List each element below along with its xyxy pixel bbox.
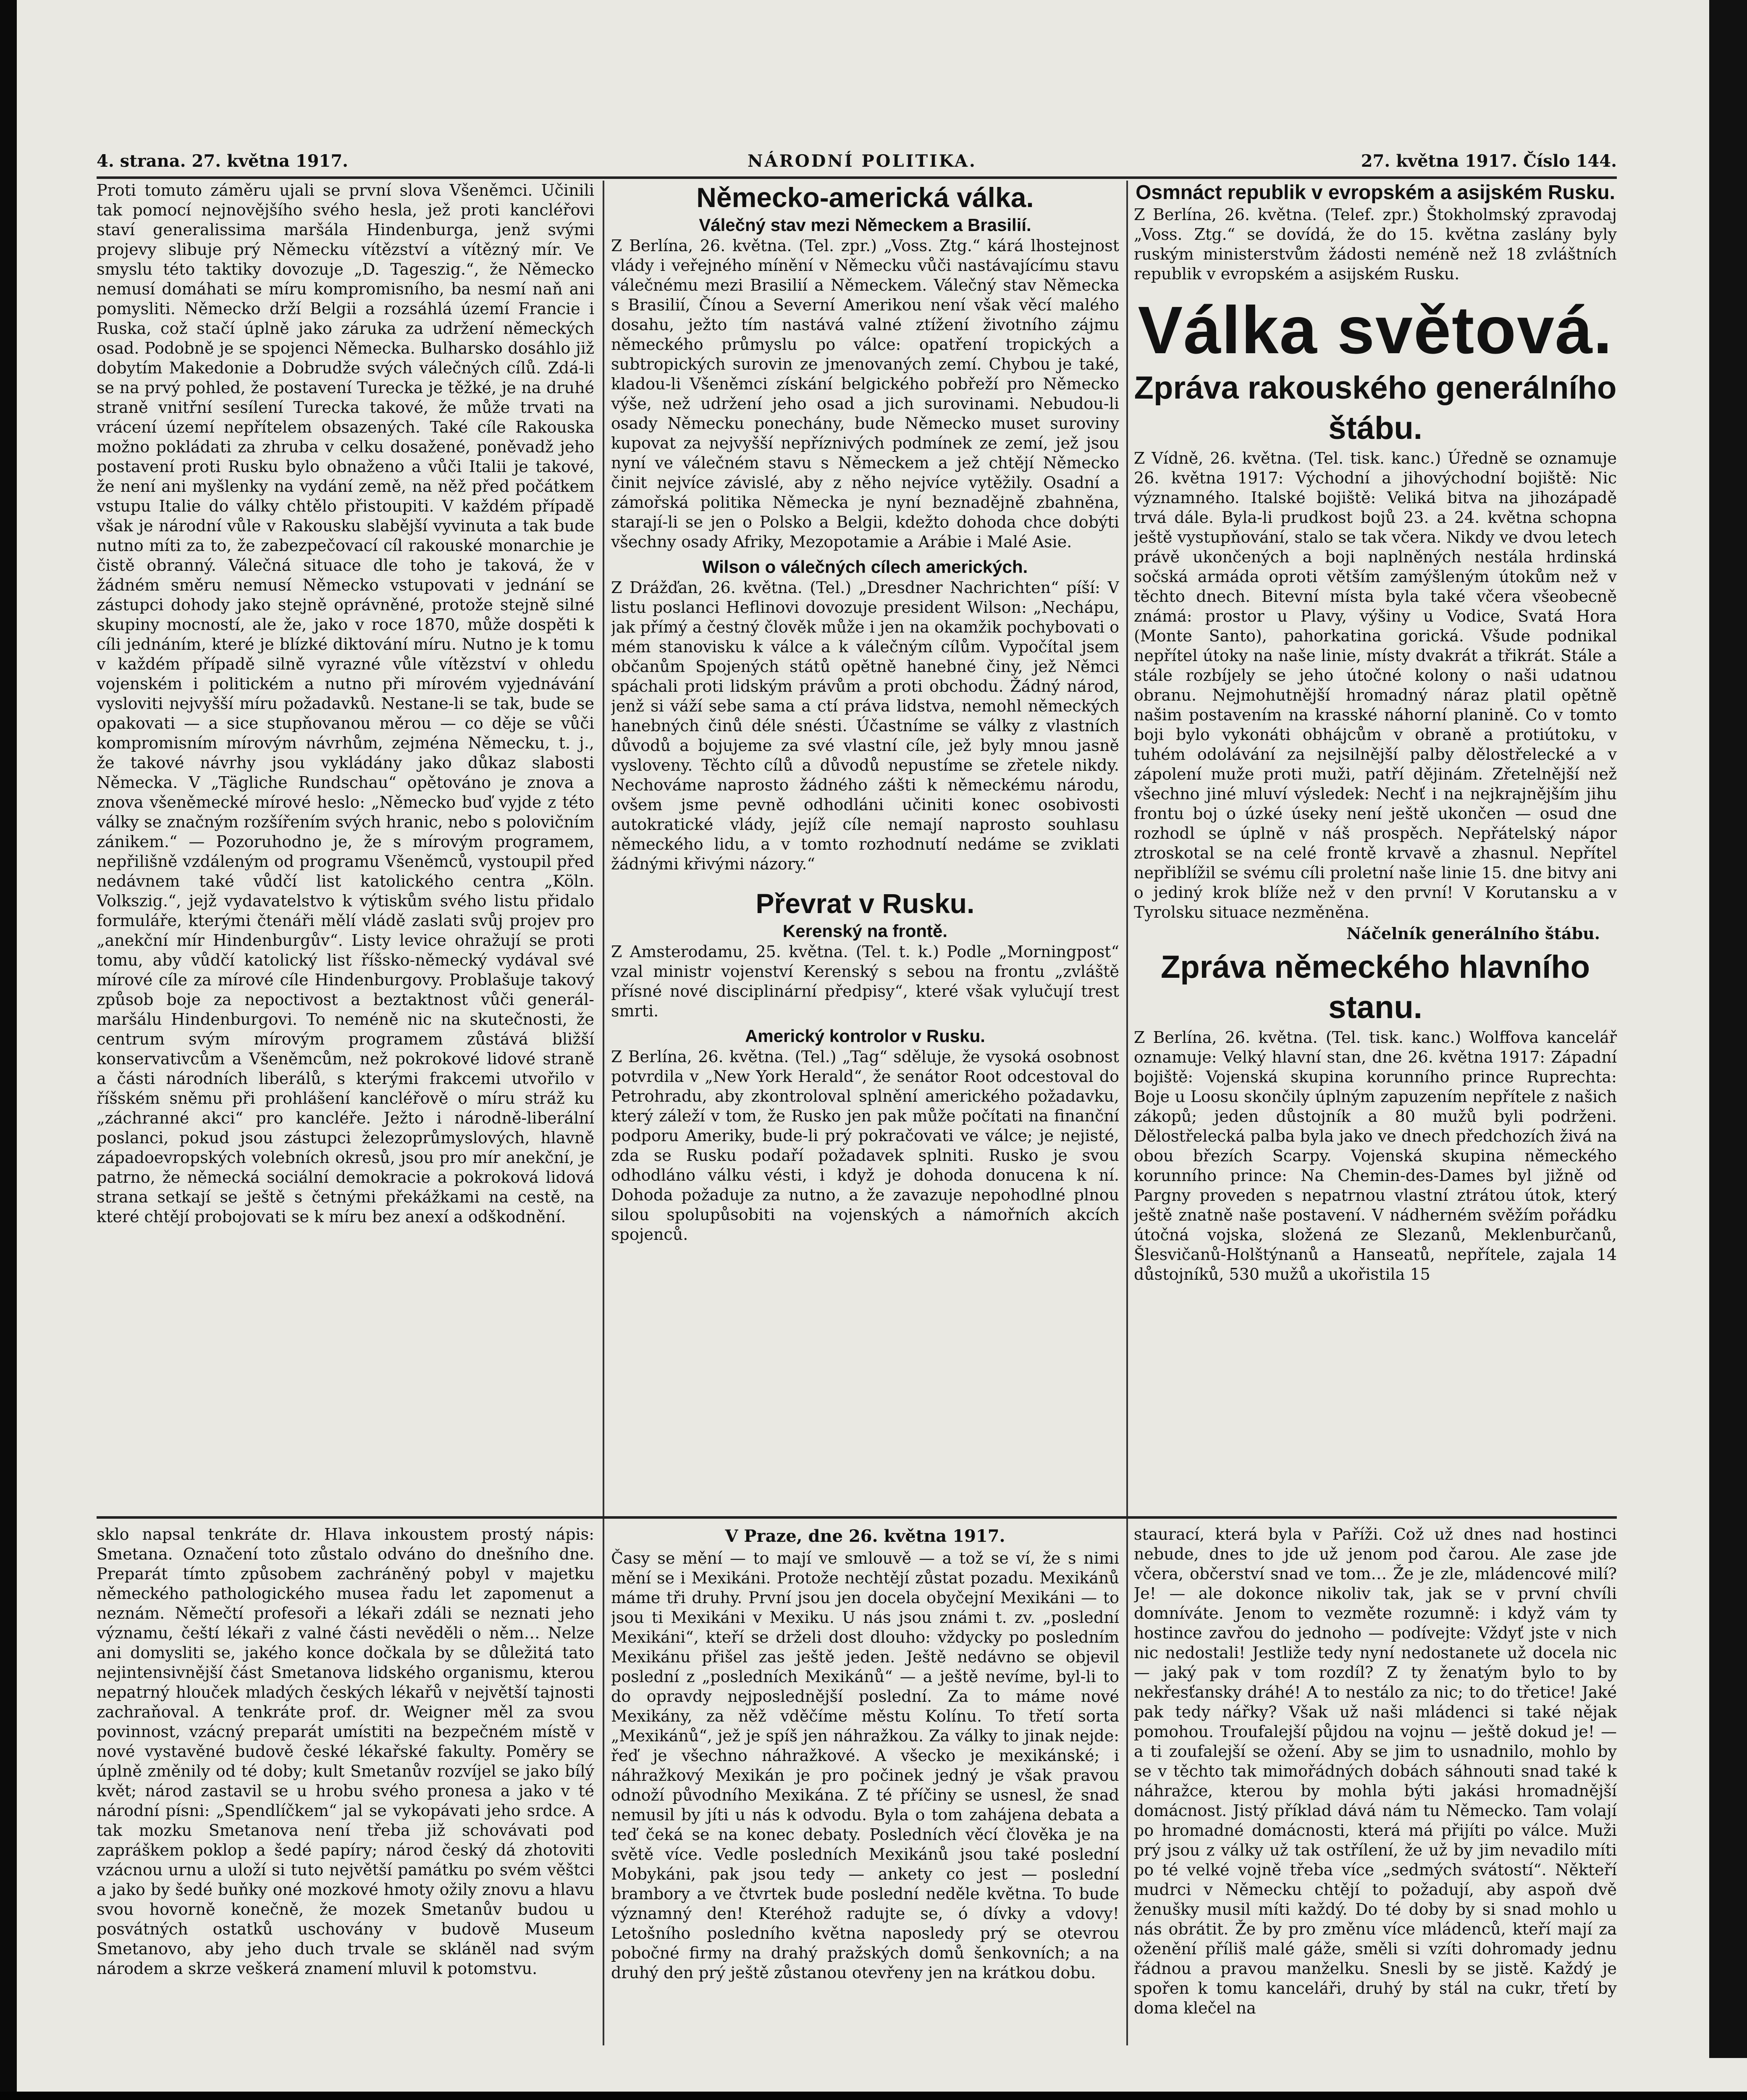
headline-austrian-staff-report: Zpráva rakouského generálního štábu. bbox=[1134, 370, 1617, 446]
article-wilson-text: Z Drážďan, 26. května. (Tel.) „Dresdner Nachrichten“ píší: V listu poslanci Heflinovi dovozuje president Wilson: „Nechápu, jak přímý a čestný člověk může i jen na okamžik pochybovati o mém stanovisku k válce a k válečným cílům. Vypočítal jsem občanům Spojených států opětně hanebné činy, jež Němci spáchali proti lidským právům a proti obchodu. Žádný národ, jenž si váží sebe sama a ctí práva lidstva, nemohl německých hanebných činů déle snésti. Účastníme se války z vlastních důvodů a bojujeme za své vlastní cíle, jež byly mnou jasně vysloveny. Těchto cílů a důvodů nepustíme se zřetele nikdy. Nechováme naprosto žádného zášti k německému národu, ovšem jsme pevně odhodláni učiniti konec osobivosti autokratické vlády, jejíž cíle nemají naprosto souhlasu německého lidu, a v tomto rozhodnutí nedáme se zviklati žádnými křivými názory.“ bbox=[611, 578, 1119, 873]
feuilleton-rule bbox=[97, 1516, 1617, 1519]
article-brazil-text: Z Berlína, 26. května. (Tel. zpr.) „Voss. Ztg.“ kárá lhostejnost vlády i veřejného mínění v Německu vůči nastávajícímu stavu válečnému mezi Brasilií a Německem. Válečný stav Německa s Brasilií, Čínou a Severní Amerikou není však věcí malého dosahu, ježto tím nastává valné ztížení životního zájmu německého průmyslu po válce: opatření tropických a subtropických surovin ze jmenovaných zemí. Chybou je také, kladou-li Všeněmci získání belgického pobřeží pro Německo výše, než udržení jeho osad a jich surovinami. Nebudou-li osady Německu ponechány, bude Německo muset suroviny kupovat za nejvyšší nepříznivých podmínek ze zemí, jež jsou nyní ve válečném stavu s Německem a jež chtějí Německo činit nejvíce závislé, aby z něho nejvíce vytěžily. Osadní a zámořská politika Německa je nyní beznadějně zbahněna, starají-li se jen o Polsko a Belgii, kdežto dohoda chce dobýti všechny osady Afriky, Mezopotamie a Arábie i Malé Asie. bbox=[611, 236, 1119, 551]
headline-russia-coup: Převrat v Rusku. bbox=[755, 888, 975, 919]
column-rule-2 bbox=[1126, 181, 1128, 2045]
subheadline-kerensky: Kerenský na frontě. bbox=[782, 921, 948, 941]
column-1-feuilleton bbox=[97, 1525, 594, 2045]
feuilleton-continuation-text: staurací, která byla v Paříži. Což už dnes nad hostinci nebude, dnes to jde už jenom pod čarou. Ale zase jde včera, občerství snad ve tom… Že je zle, mládencové milí? Je! — ale dokonce nikoliv tak, jak se v první chvíli domníváte. Jenom to vezměte rozumně: i když vám ty hostince zavřou do jednoho — podívejte: Vždyť jste v nich nic nedostali! Jestliže tedy nyní nedostanete už docela nic — jaký pak v tom rozdíl? Z ty ženatým bylo to by nekřesťansky dráhé! A to nestálo za nic; to do třetice! Jaké pak tedy nářky? Však už naši mládenci si také nějak pomohou. Troufalejší půjdou na vojnu — ještě dokud je! — a ti zoufalejší se ožení. Aby se jim to usnadnilo, mohlo by se v těchto tak mimořádných dobách sáhnouti snad také k náhražce, kterou by mohla býti jakási hromadnější domácnost. Jistý příklad dává nám tu Německo. Tam volají po hromadné domácnosti, která má přijíti po válce. Muži prý jsou z války už tak ostřílení, že už by jim nevadilo míti po té velké vojně třeba více „sedmých svátostí“. Někteří mudrci v Německu chtějí to požadují, aby aspoň dvě ženušky musil míti každý. Do té doby by si snad mohlo u nás obrátit. Že by pro změnu více mládenců, kteří mají za oženění příliš malé gáže, směli si vzíti dohromady jednu řádnou a pravou manželku. Snesli by se jistě. Každý je spořen k tomu kanceláři, druhý by stál na cukr, třetí by doma klečel na bbox=[1134, 1525, 1617, 2017]
page-header bbox=[97, 151, 1617, 179]
headline-american-controller: Americký kontrolor v Rusku. bbox=[745, 1026, 985, 1046]
header-left: 4. strana. 27. května 1917. bbox=[97, 151, 349, 171]
subheadline-brazil: Válečný stav mezi Německem a Brasilií. bbox=[699, 215, 1031, 235]
dateline-prague: V Praze, dne 26. května 1917. bbox=[725, 1526, 1005, 1546]
article-austrian-report-text: Z Vídně, 26. května. (Tel. tisk. kanc.) Úředně se oznamuje 26. května 1917: Východní a jihovýchodní bojiště: Nic významného. Italské bojiště: Veliká bitva na jihozápadě trvá dále. Byla-li prudkost bojů 23. a 24. května schopna ještě vystupňování, stalo se tak včera. Nikdy ve dvou letech právě ukončených a boji naplněných nestála hrdinská sočská armáda oproti větším zamýšleným útokům než v těchto dnech. Bitevní místa byla také včera všeobecně známá: prostor u Plavy, výšiny u Vodice, Svatá Hora (Monte Santo), pahorkatina gorická. Všude podnikal nepřítel útoky na naše linie, místy dvakrát a třikrát. Stále a stále rozbíjely se jeho útočné kolony o naši udatnou obranu. Nejmohutnější hromadný náraz platil opětně našim postavením na krasské náhorní planině. Co v tomto boji bylo vykonáti obhájcům v obraně a protiútoku, v tuhém odolávání za nejsilnější palby dělostřelecké a v zápolení muže proti muži, patří dějinám. Zřetelnější než všechno jiné mluví výsledek: Nechť i na nejkrajnějším jihu frontu boj o úzké úseky není ještě ukončen — osud dne rozhodl se úplně v náš prospěch. Nepřátelský nápor ztroskotal se na celé frontě krvavě a zhasnul. Nepřítel nepřiblížil se svému cíli proletní naše linie 15. dne bitvy ani o jediný krok blíže než v den první! V Korutansku a v Tyrolsku situace nezměněna. bbox=[1134, 449, 1617, 921]
column-3-articles bbox=[1134, 181, 1617, 1512]
article-kerensky-text: Z Amsterodamu, 25. května. (Tel. t. k.) Podle „Morningpost“ vzal ministr vojenství Kerenský s sebou na frontu „zvláště přísné nové disciplinární předpisy“, které však vylučují trest smrti. bbox=[611, 942, 1119, 1020]
headline-eighteen-republics: Osmnáct republik v evropském a asijském Rusku. bbox=[1136, 181, 1615, 204]
article-controller-text: Z Berlína, 26. května. (Tel.) „Tag“ sděluje, že vysoká osobnost potvrdila v „New York Herald“, že senátor Root odcestoval do Petrohradu, aby zkontroloval splnění amerického požadavku, který záleží v tom, že Rusko jen pak může počítati na finanční podporu Ameriky, bude-li prý pokračovati ve válce; je nejisté, zda se Rusku podaří požadavek splniti. Rusko je svou odhodláno válku vésti, i když je dohoda donucena k ní. Dohoda požaduje za nutno, a že zavazuje nepohodlné plnou silou spolupůsobiti na vojenských a námořních akcích spojenců. bbox=[611, 1047, 1119, 1244]
column-1-article bbox=[97, 181, 594, 1512]
feuilleton-mexicans-text: Časy se mění — to mají ve smlouvě — a tož se ví, že s nimi mění se i Mexikáni. Protože nechtějí zůstat pozadu. Mexikánů máme tři druhy. První jsou jen docela obyčejní Mexikáni — to jsou ti Mexikáni v Mexiku. U nás jsou známi t. zv. „poslední Mexikáni“, kteří se drželi dost dlouho: vždycky po posledním Mexikánu přišel zas ještě jeden. Ještě nedávno se objevil poslední z „posledních Mexikánů“ — a ještě nevíme, byl-li to do opravdy nejposlednější poslední. Za to máme nové Mexikány, za něž vděčíme městu Kolínu. To třetí sorta „Mexikánů“, jež je spíš jen náhražkou. Za války to jinak nejde: řeď je všechno náhražkové. A všecko je mexikánské; i náhražkový Mexikán je pro počinek jedný je však pravou odnoží původního Mexikána. Z té příčiny se usnesl, že snad nemusil by jíti u nás k odvodu. Byla o tom zahájena debata a teď čeká se na konec debaty. Posledních věcí člověka je na světě více. Vedle posledních Mexikánů jsou také poslední Mobykáni, pak jsou tedy — ankety co jest — poslední brambory a ve čtvrtek bude poslední neděle května. To bude významný den! Kteréhož radujte se, ó dívky a vdovy! Letošního posledního května naposledy prý se otevrou pobočné firmy na drahý pražských domů šenkovních; a na druhý den prý ještě zůstanou otevřeny jen na krátkou dobu. bbox=[611, 1549, 1119, 1982]
signature-chief-of-staff: Náčelník generálního štábu. bbox=[1346, 924, 1600, 943]
column-2-feuilleton bbox=[611, 1525, 1119, 2045]
headline-world-war: Válka světová. bbox=[1138, 292, 1613, 368]
article-german-report-text: Z Berlína, 26. května. (Tel. tisk. kanc.) Wolffova kancelář oznamuje: Velký hlavní stan, dne 26. května 1917: Západní bojiště: Vojenská skupina korunního prince Ruprechta: Boje u Loosu skončily úplným zapuzením nepřítele z našich zákopů; jeden důstojník a 80 mužů byli podrženi. Dělostřelecká palba byla jako ve dnech předchozích živá na obou březích Scarpy. Vojenská skupina německého korunního prince: Na Chemin-des-Dames byl jižně od Pargny proveden s nepatrnou vlastní ztrátou útok, který ještě znatně naše postavení. V nádherném svěžím pořádku útočná vojska, složená ze Slezanů, Meklenburčanů, Šlesvičanů-Holštýnanů a Hanseatů, nepřítele, zajala 14 důstojníků, 530 mužů a ukořistila 15 bbox=[1134, 1028, 1617, 1284]
scan-strip bbox=[0, 2092, 1747, 2100]
column-3-feuilleton bbox=[1134, 1525, 1617, 2045]
scan-right-edge bbox=[1709, 0, 1747, 2058]
masthead-title: NÁRODNÍ POLITIKA. bbox=[748, 151, 977, 171]
article-republics-text: Z Berlína, 26. května. (Telef. zpr.) Štokholmský zpravodaj „Voss. Ztg.“ se dovídá, že do 15. května zaslány byly ruským ministerstvům žádosti neméně než 18 zvláštních republik v evropském a asijském Rusku. bbox=[1134, 205, 1617, 283]
headline-german-hq-report: Zpráva německého hlavního stanu. bbox=[1160, 949, 1590, 1025]
article-peace-aims-text: Proti tomuto záměru ujali se první slova Všeněmci. Učinili tak pomocí nejnovějšího svého hesla, jež proti kancléřovi staví generalissima maršála Hindenburga, jenž svými projevy slibuje prý Německu vítězství a vítězný mír. Ve smyslu této taktiky dovozuje „D. Tageszig.“, že Německo nemusí domáhati se míru kompromisního, ba nesmí naň ani pomysliti. Německo drží Belgii a rozsáhlá území Francie i Ruska, což stačí úplně jako záruka za udržení německých osad. Podobně je se spojenci Německa. Bulharsko dosáhlo již dobytím Makedonie a Dobrudže svých válečných cílů. Zdá-li se na prvý pohled, že postavení Turecka je těžké, je na druhé straně vnitřní sesílení Turecka takové, že může trvati na vrácení území nepřítelem obsazených. Také cíle Rakouska možno pokládati za zhruba v celku dosažené, poněvadž jeho postavení proti Rusku bylo obnaženo a vůči Italii je takové, že není ani myšlenky na vydání země, na něž před počátkem vstupu Italie do války chtělo přistoupiti. V každém případě však je národní vůle v Rakousku slabější vyvinuta a tak bude nutno míti za to, že zabezpečovací cíl rakouské monarchie je čistě obranný. Válečná situace dle toho je taková, že v žádném směru nemusí Německo vstupovati v jednání se zástupci dohody jako stejně oprávněné, protože stejně silné skupiny mocností, ale že, jako v roce 1870, může dospěti k cíli jednáním, které je blízké diktování míru. Nutno je k tomu v každém případě silně vyrazné vůle vítězství v ohledu vojenském i politickém a nutno při mírovém vyjednávání vysloviti nejvyšší míru požadavků. Nestane-li se tak, bude se opakovati — a sice stupňovanou měrou — co děje se vůči kompromisním mírovým návrhům, zejména Německu, t. j., že takové návrhy jsou vykládány jako důkaz slabosti Německa. V „Tägliche Rundschau“ opětováno je znova a znova všeněmecké mírové heslo: „Německo buď vyjde z této války se značným rozšířením svých hranic, nebo s polovičním zánikem.“ — Pozoruhodno je, že s mírovým programem, nepřilišně vzdáleným od programu Všeněmců, vystoupil před nedávnem také vůdčí list katolického centra „Köln. Volkszig.“, jejž vydavatelstvo k výtiskům svého listu přidalo formuláře, kterými čtenáři mělí vládě zaslati svůj projev pro „anekční mír Hindenburgův“. Listy levice ohražují se proti tomu, aby vůdčí katolický list říšsko-německý vydával své mírové cíle za mírové cíle Hindenburgovy. Problašuje takový způsob boje za nepoctivost a beztaktnost vůči generál-maršálu Hindenburgovi. To neméně nic na skutečnosti, že centrum svým mírovým programem zůstává bližší konservativcům a Všeněmcům, než pokrokové lidové straně a části národních liberálů, s kterými frakcemi utvořilo v říšském sněmu při prohlášení kancléřově o míru stráž ku „záchranné akci“ pro kancléře. Ježto i národně-liberální poslanci, pokud jsou zástupci železoprůmyslových, hlavně západoevropských volebních okresů, jsou pro mír anekční, je patrno, že německá sociální demokracie a pokroková lidová strana setkají se ještě s četnými překážkami na cestě, na které chtějí probojovati se k míru bez anexí a odškodnění. bbox=[97, 181, 594, 1226]
feuilleton-smetana-text: sklo napsal tenkráte dr. Hlava inkoustem prostý nápis: Smetana. Označení toto zůstalo odváno do dnešního dne. Preparát tímto způsobem zachráněný pobyl v majetku německého pathologického musea řadu let zapomenut a neznám. Němečtí profesoři a lékaři zdáli se neznati jeho významu, čeští lékaři z valné části nevěděli o něm… Nelze ani domysliti se, jakého konce dočkala by se důležitá tato nejintensivnější část Smetanova lidského organismu, kterou nepatrný hlouček mladých českých lékařů v největší tajnosti zachraňoval. A tenkráte prof. dr. Weigner měl za svou povinnost, vzácný preparát umístiti na bezpečném místě v nové vystavěné budově české lékařské fakulty. Poměry se úplně změnily od té doby; kult Smetanův rozvíjel se jako bílý květ; národ zastavil se u hrobu svého pronesa a jako v té národní písni: „Spendlíčkem“ jal se vykopávati jeho srdce. A tak mozku Smetanova není třeba již schovávati pod zapráškem poklop a šedé papíry; národ český dá zhotoviti vzácnou urnu a uloží si tuto největší památku po svém věštci a jako by šedé buňky oné mozkové hmoty ožily znovu a hlavu svou hovorně konečně, že mozek Smetanův budou u posvátných ostatků uschovány v budově Museum Smetanovo, aby jeho duch trvale se skláněl nad svým národem a skrze veškerá znamení mluvil k potomstvu. bbox=[97, 1525, 594, 1978]
headline-german-american-war: Německo-americká válka. bbox=[696, 182, 1034, 213]
column-rule-1 bbox=[603, 181, 604, 2045]
scan-left-edge bbox=[0, 0, 17, 2100]
headline-wilson: Wilson o válečných cílech amerických. bbox=[702, 557, 1028, 577]
column-2-articles bbox=[611, 181, 1119, 1512]
header-right: 27. května 1917. Číslo 144. bbox=[1361, 151, 1617, 171]
